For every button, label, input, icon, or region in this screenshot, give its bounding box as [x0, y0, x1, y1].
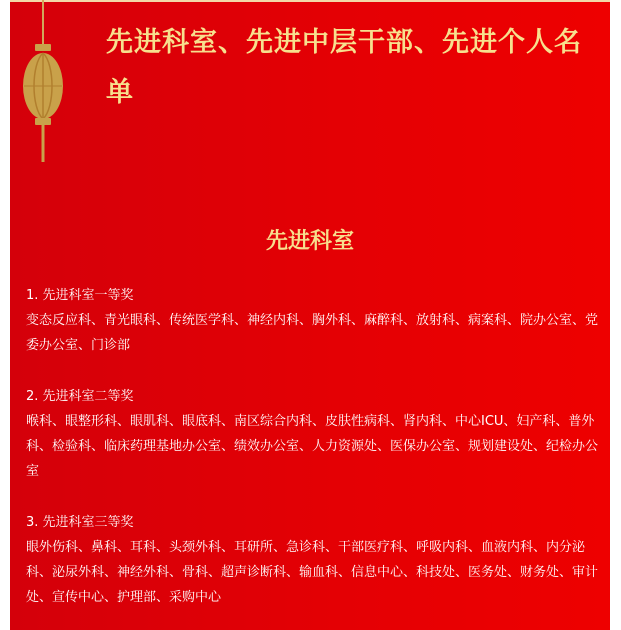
award-third-prize — [26, 510, 600, 610]
award-departments: 眼外伤科、鼻科、耳科、头颈外科、耳研所、急诊科、干部医疗科、呼吸内科、血液内科、内分泌科、泌尿外科、神经外科、骨科、超声诊断科、输血科、信息中心、科技处、医务处、财务处、审计处、宣传中心、护理部、采购中心 — [26, 540, 599, 605]
award-departments: 喉科、眼整形科、眼肌科、眼底科、南区综合内科、皮肤性病科、肾内科、中心ICU、妇产科、普外科、检验科、临床药理基地办公室、绩效办公室、人力资源处、医保办公室、规划建设处、纪检办公室 — [26, 414, 599, 479]
page-title: 先进科室、先进中层干部、先进个人名单 — [106, 27, 582, 108]
award-title: 2. 先进科室二等奖 — [26, 389, 134, 404]
section-heading: 先进科室 — [265, 229, 354, 254]
award-departments: 变态反应科、青光眼科、传统医学科、神经内科、胸外科、麻醉科、放射科、病案科、院办公室、党委办公室、门诊部 — [26, 313, 599, 353]
lantern-icon — [23, 0, 63, 162]
notice-card — [10, 0, 610, 630]
award-second-prize — [26, 384, 600, 484]
award-list — [26, 283, 600, 630]
award-title: 3. 先进科室三等奖 — [26, 515, 134, 530]
award-title: 1. 先进科室一等奖 — [26, 288, 134, 303]
award-first-prize — [26, 283, 600, 358]
